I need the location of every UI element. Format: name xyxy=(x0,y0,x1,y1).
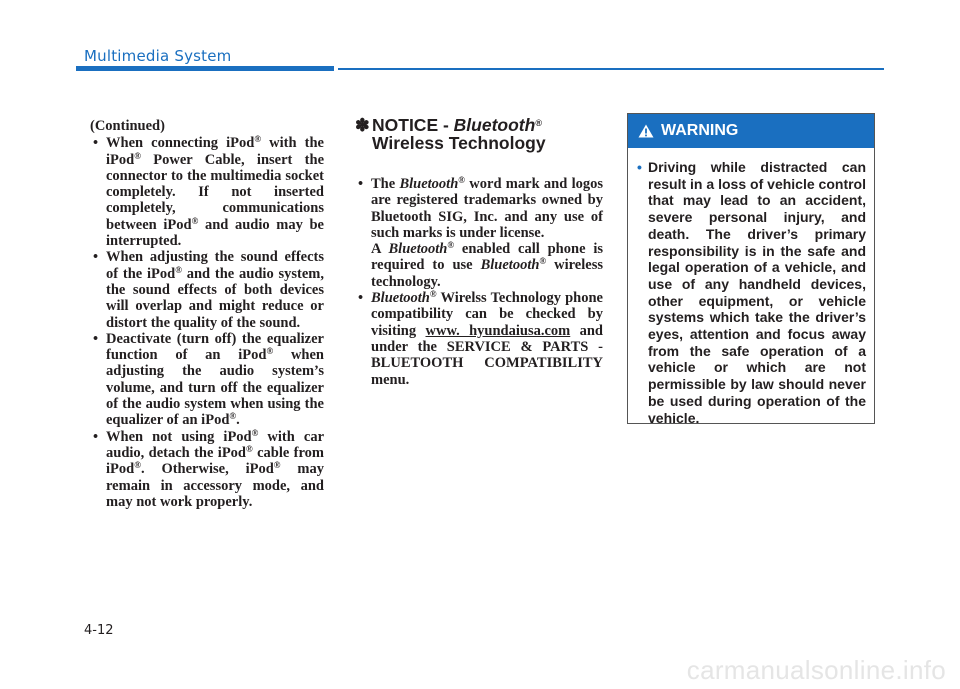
warning-box xyxy=(627,113,875,424)
reg-mark: ® xyxy=(535,118,542,128)
warning-text: Driving while distracted can result in a loss of vehicle control that may lead to an accident, severe personal injury, and death. The driver’s primary responsibility is in the safe and legal operation of a vehicle, and use of any handheld devices, other equipment, or vehicle systems which take the driver’s eyes, attention and focus away from the safe operation of a vehicle or which are not permissible by law should never be used during operation of the vehicle. xyxy=(648,159,866,426)
text-run: may remain in accessory mode, and may not work properly. xyxy=(106,461,324,510)
reg-mark: ® xyxy=(539,256,547,267)
reg-mark: ® xyxy=(134,460,141,471)
text-run: with the iPod xyxy=(106,135,324,168)
notice-title xyxy=(355,116,603,152)
text-run: with car audio, detach the iPod xyxy=(106,428,325,461)
text-run: Bluetooth xyxy=(371,290,430,307)
bullet-dot: • xyxy=(358,290,364,307)
reg-mark: ® xyxy=(273,460,281,471)
notice-star-icon: ✽ xyxy=(355,115,370,135)
notice-bullet-compatibility xyxy=(355,290,603,388)
text-run: A xyxy=(371,241,389,258)
bullet-dot: • xyxy=(93,135,99,152)
reg-mark: ® xyxy=(429,289,437,300)
reg-mark: ® xyxy=(447,240,455,251)
warning-bullet: • xyxy=(637,159,642,175)
middle-column xyxy=(355,116,603,388)
page-number: 4-12 xyxy=(84,623,114,638)
text-run: Deactivate (turn off) the equalizer function of an iPod xyxy=(106,330,324,364)
header-rule-thick xyxy=(76,66,334,71)
text-run: When adjusting the sound effects of the iPod xyxy=(106,249,324,282)
text-run: when adjusting the audio system’s volume, and turn off the equalizer of the audio system when using the equalizer of an iPod xyxy=(106,347,324,429)
text-run: The xyxy=(371,176,400,192)
text-run: wireless technology. xyxy=(371,257,603,290)
notice-subparagraph xyxy=(371,241,603,290)
reg-mark: ® xyxy=(229,411,237,422)
warning-header xyxy=(628,114,874,148)
bullet-dot: • xyxy=(358,176,364,192)
hyundai-link[interactable]: www. hyundaiusa.com xyxy=(425,322,571,339)
bullet-ipod-cable xyxy=(90,135,324,249)
text-run: Bluetooth xyxy=(388,241,448,258)
watermark-footer: carmanualsonline.info xyxy=(686,655,946,685)
text-run: . Otherwise, iPod xyxy=(140,461,274,478)
text-run: enabled call phone is required to use xyxy=(371,241,603,274)
text-run: . xyxy=(236,412,240,429)
continued-label: (Continued) xyxy=(90,118,165,134)
reg-mark: ® xyxy=(191,215,199,226)
text-run: Power Cable, insert the connector to the multimedia socket completely. If not inserted completely, communications between iPod xyxy=(106,151,324,233)
notice-brand: Bluetooth xyxy=(453,115,536,135)
reg-mark: ® xyxy=(134,150,141,161)
text-run: cable from iPod xyxy=(106,444,325,478)
reg-mark: ® xyxy=(246,443,253,454)
text-run: Bluetooth xyxy=(399,176,459,192)
text-run: and the audio system, the sound effects of both devices will overlap and might reduce or distort the quality of the sound. xyxy=(106,265,324,331)
reg-mark: ® xyxy=(266,346,274,357)
bullet-dot: • xyxy=(93,330,99,347)
text-run: and audio may be interrupted. xyxy=(106,216,324,250)
text-run: When not using iPod xyxy=(106,428,252,445)
warning-triangle-icon xyxy=(638,124,654,138)
text-run: and under the SERVICE & PARTS - BLUETOOTH COMPATIBILITY menu. xyxy=(371,322,603,388)
warning-label: WARNING xyxy=(661,122,739,139)
text-run: word mark and logos are registered trademarks owned by Bluetooth SIG, Inc. and any use of such marks is under license. xyxy=(371,176,603,241)
text-run: Wirelss Technology phone compatibility can be checked by visiting xyxy=(371,290,603,339)
text-run: When connecting iPod xyxy=(106,135,255,152)
left-column xyxy=(90,118,324,510)
reg-mark: ® xyxy=(254,134,262,145)
reg-mark: ® xyxy=(458,175,466,185)
notice-prefix: NOTICE - xyxy=(372,115,454,135)
bullet-sound-effects xyxy=(90,249,324,330)
bullet-dot: • xyxy=(93,249,99,266)
bullet-detach xyxy=(90,429,324,510)
header-rule-thin xyxy=(338,68,884,70)
bullet-equalizer xyxy=(90,331,324,429)
notice-title-line2: Wireless Technology xyxy=(372,133,546,153)
bullet-dot: • xyxy=(93,428,99,445)
reg-mark: ® xyxy=(175,264,182,275)
reg-mark: ® xyxy=(251,427,259,438)
notice-bullet-trademark xyxy=(355,176,603,290)
text-run: Bluetooth xyxy=(480,257,540,274)
section-title: Multimedia System xyxy=(84,47,232,65)
warning-body xyxy=(628,148,874,426)
